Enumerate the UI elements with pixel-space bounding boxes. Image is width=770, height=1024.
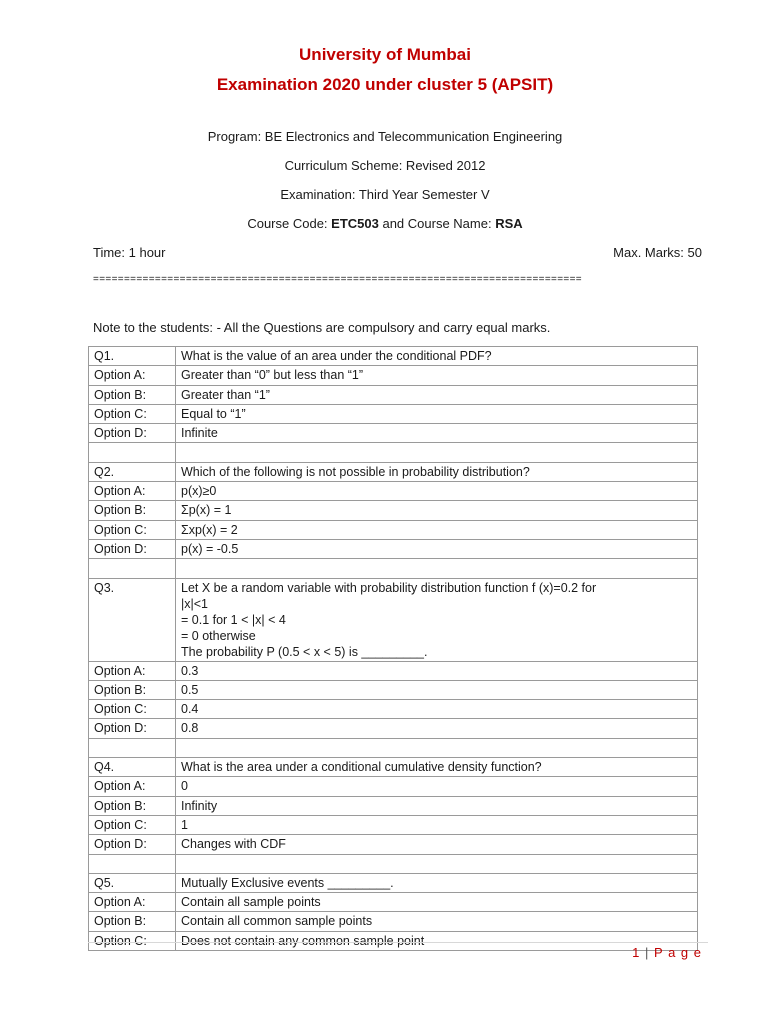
question-text-line: The probability P (0.5 < x < 5) is _________. — [181, 644, 428, 659]
option-label: Option D: — [89, 719, 176, 738]
question-text-line: = 0.1 for 1 < |x| < 4 — [181, 612, 286, 627]
option-text: 0.4 — [176, 700, 698, 719]
option-label: Option C: — [89, 700, 176, 719]
max-marks-label: Max. Marks: 50 — [613, 245, 702, 260]
question-text: What is the value of an area under the conditional PDF? — [176, 347, 698, 366]
option-row — [89, 893, 698, 912]
questions-table — [88, 346, 698, 951]
course-name-label: and Course Name: — [378, 216, 496, 231]
spacer-row — [89, 443, 698, 462]
option-text: Infinity — [176, 796, 698, 815]
option-label: Option A: — [89, 482, 176, 501]
spacer-cell — [89, 738, 176, 757]
question-row — [89, 873, 698, 892]
option-text: 0.5 — [176, 680, 698, 699]
question-row — [89, 578, 698, 661]
university-title: University of Mumbai — [299, 45, 471, 64]
question-label: Q5. — [89, 873, 176, 892]
question-text — [176, 578, 698, 661]
spacer-row — [89, 738, 698, 757]
option-text: Contain all sample points — [176, 893, 698, 912]
option-row — [89, 680, 698, 699]
question-text: What is the area under a conditional cumulative density function? — [176, 758, 698, 777]
students-note: Note to the students: - All the Questions are compulsory and carry equal marks. — [93, 320, 551, 335]
option-row — [89, 424, 698, 443]
course-name: RSA — [495, 216, 523, 231]
option-label: Option B: — [89, 385, 176, 404]
spacer-cell — [176, 443, 698, 462]
question-text-line: = 0 otherwise — [181, 628, 256, 643]
question-text: Mutually Exclusive events _________. — [176, 873, 698, 892]
option-label: Option B: — [89, 796, 176, 815]
option-text: Greater than “0” but less than “1” — [176, 366, 698, 385]
option-row — [89, 700, 698, 719]
question-row — [89, 347, 698, 366]
option-label: Option B: — [89, 501, 176, 520]
option-label: Option C: — [89, 931, 176, 950]
option-label: Option B: — [89, 912, 176, 931]
question-label: Q3. — [89, 578, 176, 661]
spacer-row — [89, 559, 698, 578]
question-row — [89, 758, 698, 777]
spacer-cell — [89, 854, 176, 873]
question-text: Which of the following is not possible in probability distribution? — [176, 462, 698, 481]
separator-line: =============================================================================== — [93, 274, 582, 285]
spacer-cell — [176, 854, 698, 873]
option-row — [89, 520, 698, 539]
option-text: Does not contain any common sample point — [176, 931, 698, 950]
option-text: 1 — [176, 815, 698, 834]
option-text: Greater than “1” — [176, 385, 698, 404]
option-text: 0.8 — [176, 719, 698, 738]
option-row — [89, 777, 698, 796]
examination-line: Examination: Third Year Semester V — [280, 187, 490, 202]
page-number: 1 — [632, 945, 641, 960]
spacer-row — [89, 854, 698, 873]
exam-title: Examination 2020 under cluster 5 (APSIT) — [216, 75, 554, 94]
program-line: Program: BE Electronics and Telecommunication Engineering — [207, 129, 563, 144]
option-text: Equal to “1” — [176, 404, 698, 423]
question-row — [89, 462, 698, 481]
option-row — [89, 385, 698, 404]
option-row — [89, 366, 698, 385]
question-text-line: |x|<1 — [181, 596, 208, 611]
option-label: Option D: — [89, 835, 176, 854]
course-code: ETC503 — [331, 216, 379, 231]
option-row — [89, 912, 698, 931]
scheme-line: Curriculum Scheme: Revised 2012 — [284, 158, 486, 173]
option-text: Infinite — [176, 424, 698, 443]
option-row — [89, 661, 698, 680]
page-divider: | — [645, 945, 650, 960]
option-row — [89, 931, 698, 950]
spacer-cell — [176, 738, 698, 757]
option-text: 0.3 — [176, 661, 698, 680]
option-label: Option C: — [89, 815, 176, 834]
option-label: Option A: — [89, 661, 176, 680]
option-text: 0 — [176, 777, 698, 796]
option-row — [89, 501, 698, 520]
option-text: p(x)≥0 — [176, 482, 698, 501]
option-text: Σp(x) = 1 — [176, 501, 698, 520]
option-row — [89, 815, 698, 834]
option-label: Option D: — [89, 539, 176, 558]
option-label: Option A: — [89, 366, 176, 385]
option-label: Option B: — [89, 680, 176, 699]
course-line — [0, 216, 770, 231]
question-label: Q2. — [89, 462, 176, 481]
question-label: Q1. — [89, 347, 176, 366]
option-text: Σxp(x) = 2 — [176, 520, 698, 539]
page-footer — [632, 945, 702, 960]
spacer-cell — [89, 443, 176, 462]
spacer-cell — [89, 559, 176, 578]
spacer-cell — [176, 559, 698, 578]
option-row — [89, 539, 698, 558]
option-row — [89, 835, 698, 854]
footer-divider — [88, 942, 708, 943]
option-row — [89, 482, 698, 501]
option-text: Changes with CDF — [176, 835, 698, 854]
page-label: P a g e — [654, 945, 702, 960]
option-label: Option C: — [89, 404, 176, 423]
option-text: p(x) = -0.5 — [176, 539, 698, 558]
time-label: Time: 1 hour — [93, 245, 166, 260]
option-row — [89, 719, 698, 738]
option-row — [89, 404, 698, 423]
option-row — [89, 796, 698, 815]
option-label: Option A: — [89, 777, 176, 796]
question-label: Q4. — [89, 758, 176, 777]
option-label: Option A: — [89, 893, 176, 912]
option-text: Contain all common sample points — [176, 912, 698, 931]
question-text-line: Let X be a random variable with probability distribution function f (x)=0.2 for — [181, 580, 597, 595]
option-label: Option D: — [89, 424, 176, 443]
option-label: Option C: — [89, 520, 176, 539]
course-code-label: Course Code: — [247, 216, 332, 231]
